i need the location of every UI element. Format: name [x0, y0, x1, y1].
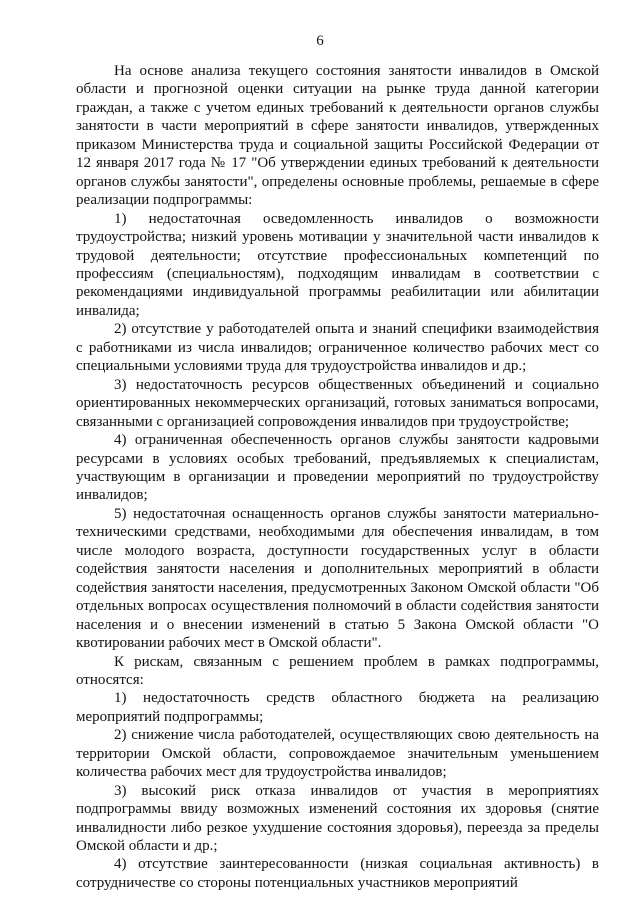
page-number: 6	[316, 33, 324, 49]
risk-item-2: 2) снижение числа работодателей, осуществляющих свою деятельность на территории Омской области, сопровождаемое значительным уменьшением количества рабочих мест для трудоустройства инвалидов;	[76, 727, 599, 781]
risk-item-3: 3) высокий риск отказа инвалидов от участия в мероприятиях подпрограммы ввиду возможных изменений состояния их здоровья (снятие инвалидности либо резкое ухудшение состояния здоровья), переезда за пределы Омской области и др.;	[76, 782, 599, 855]
risk-item-4: 4) отсутствие заинтересованности (низкая социальная активность) в сотрудничестве со стороны потенциальных участников мероприятий	[76, 856, 599, 891]
problem-item-2: 2) отсутствие у работодателей опыта и знаний специфики взаимодействия с работниками из числа инвалидов; ограниченное количество рабочих мест со специальными условиями труда для трудоустройства инвалидов и др.;	[76, 321, 599, 375]
problem-item-5: 5) недостаточная оснащенность органов службы занятости материально-техническими средствами, необходимыми для обеспечения инвалидам, в том числе молодого возраста, доступности государственных услуг в области содействия занятости населения и дополнительных мероприятий в области содействия занятости населения, предусмотренных Законом Омской области "Об отдельных вопросах осуществления полномочий в области содействия занятости населения и о внесении изменений в статью 5 Закона Омской области "О квотировании рабочих мест в Омской области".	[76, 505, 599, 652]
problem-item-4: 4) ограниченная обеспеченность органов службы занятости кадровыми ресурсами в условиях особых требований, предъявляемых к специалистам, участвующим в организации и проведении мероприятий по трудоустройству инвалидов;	[76, 432, 599, 504]
problem-item-1: 1) недостаточная осведомленность инвалидов о возможности трудоустройства; низкий уровень мотивации у значительной части инвалидов к трудовой деятельности; отсутствие профессиональных компетенций по профессиям (специальностям), подходящим инвалидам в соответствии с рекомендациями индивидуальной программы реабилитации или абилитации инвалида;	[76, 210, 599, 319]
risks-intro-paragraph: К рискам, связанным с решением проблем в рамках подпрограммы, относятся:	[76, 653, 599, 688]
risk-item-1: 1) недостаточность средств областного бюджета на реализацию мероприятий подпрограммы;	[76, 690, 599, 725]
intro-paragraph: На основе анализа текущего состояния занятости инвалидов в Омской области и прогнозной оценки ситуации на рынке труда данной категории граждан, а также с учетом единых требований к деятельности органов службы занятости в части мероприятий в сфере занятости инвалидов, утвержденных приказом Министерства труда и социальной защиты Российской Федерации от 12 января 2017 года № 17 "Об утверждении единых требований к деятельности органов службы занятости", определены основные проблемы, решаемые в сфере реализации подпрограммы:	[76, 63, 599, 209]
document-body	[76, 62, 599, 892]
problem-item-3: 3) недостаточность ресурсов общественных объединений и социально ориентированных некоммерческих организаций, готовых заниматься вопросами, связанными с организацией сопровождения инвалидов при трудоустройстве;	[76, 376, 599, 430]
